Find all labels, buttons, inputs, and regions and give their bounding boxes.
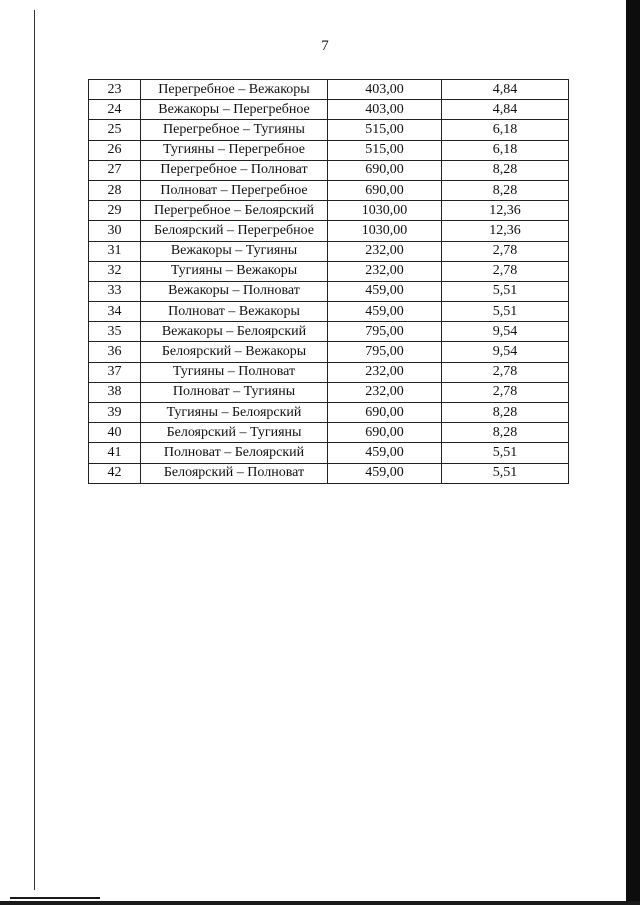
- row-number-cell: 31: [89, 241, 141, 261]
- table-row: [89, 443, 569, 463]
- route-cell: Полноват – Белоярский: [141, 443, 328, 463]
- price-cell: 2,78: [442, 261, 569, 281]
- row-number-cell: 25: [89, 120, 141, 140]
- row-number-cell: 33: [89, 281, 141, 301]
- row-number-cell: 32: [89, 261, 141, 281]
- row-number-cell: 30: [89, 221, 141, 241]
- route-table-body: [89, 80, 569, 484]
- table-row: [89, 261, 569, 281]
- table-row: [89, 80, 569, 100]
- scan-edge-right: [626, 0, 640, 905]
- route-cell: Вежакоры – Белоярский: [141, 322, 328, 342]
- row-number-cell: 40: [89, 423, 141, 443]
- price-cell: 2,78: [442, 362, 569, 382]
- price-cell: 5,51: [442, 281, 569, 301]
- price-cell: 6,18: [442, 120, 569, 140]
- price-cell: 4,84: [442, 100, 569, 120]
- value-cell: 1030,00: [328, 221, 442, 241]
- value-cell: 515,00: [328, 140, 442, 160]
- value-cell: 459,00: [328, 302, 442, 322]
- row-number-cell: 27: [89, 160, 141, 180]
- route-table: [88, 79, 569, 484]
- table-row: [89, 241, 569, 261]
- value-cell: 403,00: [328, 100, 442, 120]
- price-cell: 8,28: [442, 180, 569, 200]
- table-row: [89, 100, 569, 120]
- price-cell: 8,28: [442, 160, 569, 180]
- value-cell: 232,00: [328, 261, 442, 281]
- table-row: [89, 160, 569, 180]
- page-number: 7: [321, 38, 329, 54]
- table-row: [89, 201, 569, 221]
- table-row: [89, 302, 569, 322]
- price-cell: 9,54: [442, 322, 569, 342]
- route-cell: Тугияны – Вежакоры: [141, 261, 328, 281]
- value-cell: 403,00: [328, 80, 442, 100]
- value-cell: 795,00: [328, 322, 442, 342]
- price-cell: 2,78: [442, 382, 569, 402]
- value-cell: 232,00: [328, 382, 442, 402]
- scan-edge-bottom: [0, 901, 640, 905]
- row-number-cell: 37: [89, 362, 141, 382]
- route-cell: Тугияны – Перегребное: [141, 140, 328, 160]
- route-cell: Белоярский – Тугияны: [141, 423, 328, 443]
- row-number-cell: 41: [89, 443, 141, 463]
- value-cell: 232,00: [328, 362, 442, 382]
- table-row: [89, 281, 569, 301]
- table-row: [89, 221, 569, 241]
- value-cell: 459,00: [328, 443, 442, 463]
- value-cell: 459,00: [328, 463, 442, 483]
- table-row: [89, 180, 569, 200]
- row-number-cell: 42: [89, 463, 141, 483]
- value-cell: 690,00: [328, 403, 442, 423]
- row-number-cell: 36: [89, 342, 141, 362]
- table-row: [89, 463, 569, 483]
- price-cell: 4,84: [442, 80, 569, 100]
- table-row: [89, 322, 569, 342]
- route-cell: Вежакоры – Перегребное: [141, 100, 328, 120]
- row-number-cell: 38: [89, 382, 141, 402]
- price-cell: 8,28: [442, 423, 569, 443]
- route-cell: Вежакоры – Полноват: [141, 281, 328, 301]
- route-cell: Вежакоры – Тугияны: [141, 241, 328, 261]
- value-cell: 690,00: [328, 160, 442, 180]
- value-cell: 232,00: [328, 241, 442, 261]
- table-row: [89, 403, 569, 423]
- price-cell: 12,36: [442, 221, 569, 241]
- value-cell: 515,00: [328, 120, 442, 140]
- scan-edge-left: [34, 10, 35, 890]
- value-cell: 459,00: [328, 281, 442, 301]
- route-cell: Полноват – Перегребное: [141, 180, 328, 200]
- route-cell: Тугияны – Белоярский: [141, 403, 328, 423]
- price-cell: 12,36: [442, 201, 569, 221]
- table-row: [89, 342, 569, 362]
- scan-mark-bottom: [10, 897, 100, 899]
- route-cell: Белоярский – Вежакоры: [141, 342, 328, 362]
- route-cell: Тугияны – Полноват: [141, 362, 328, 382]
- price-cell: 8,28: [442, 403, 569, 423]
- value-cell: 795,00: [328, 342, 442, 362]
- route-cell: Перегребное – Тугияны: [141, 120, 328, 140]
- price-cell: 2,78: [442, 241, 569, 261]
- price-cell: 6,18: [442, 140, 569, 160]
- table-row: [89, 362, 569, 382]
- value-cell: 690,00: [328, 180, 442, 200]
- route-cell: Белоярский – Полноват: [141, 463, 328, 483]
- price-cell: 9,54: [442, 342, 569, 362]
- table-row: [89, 120, 569, 140]
- table-row: [89, 140, 569, 160]
- price-cell: 5,51: [442, 463, 569, 483]
- price-cell: 5,51: [442, 443, 569, 463]
- route-cell: Перегребное – Полноват: [141, 160, 328, 180]
- route-cell: Перегребное – Белоярский: [141, 201, 328, 221]
- table-row: [89, 423, 569, 443]
- row-number-cell: 35: [89, 322, 141, 342]
- table-row: [89, 382, 569, 402]
- route-cell: Полноват – Вежакоры: [141, 302, 328, 322]
- route-cell: Перегребное – Вежакоры: [141, 80, 328, 100]
- row-number-cell: 39: [89, 403, 141, 423]
- row-number-cell: 28: [89, 180, 141, 200]
- value-cell: 1030,00: [328, 201, 442, 221]
- row-number-cell: 26: [89, 140, 141, 160]
- route-cell: Белоярский – Перегребное: [141, 221, 328, 241]
- row-number-cell: 29: [89, 201, 141, 221]
- price-cell: 5,51: [442, 302, 569, 322]
- row-number-cell: 23: [89, 80, 141, 100]
- value-cell: 690,00: [328, 423, 442, 443]
- route-cell: Полноват – Тугияны: [141, 382, 328, 402]
- row-number-cell: 24: [89, 100, 141, 120]
- row-number-cell: 34: [89, 302, 141, 322]
